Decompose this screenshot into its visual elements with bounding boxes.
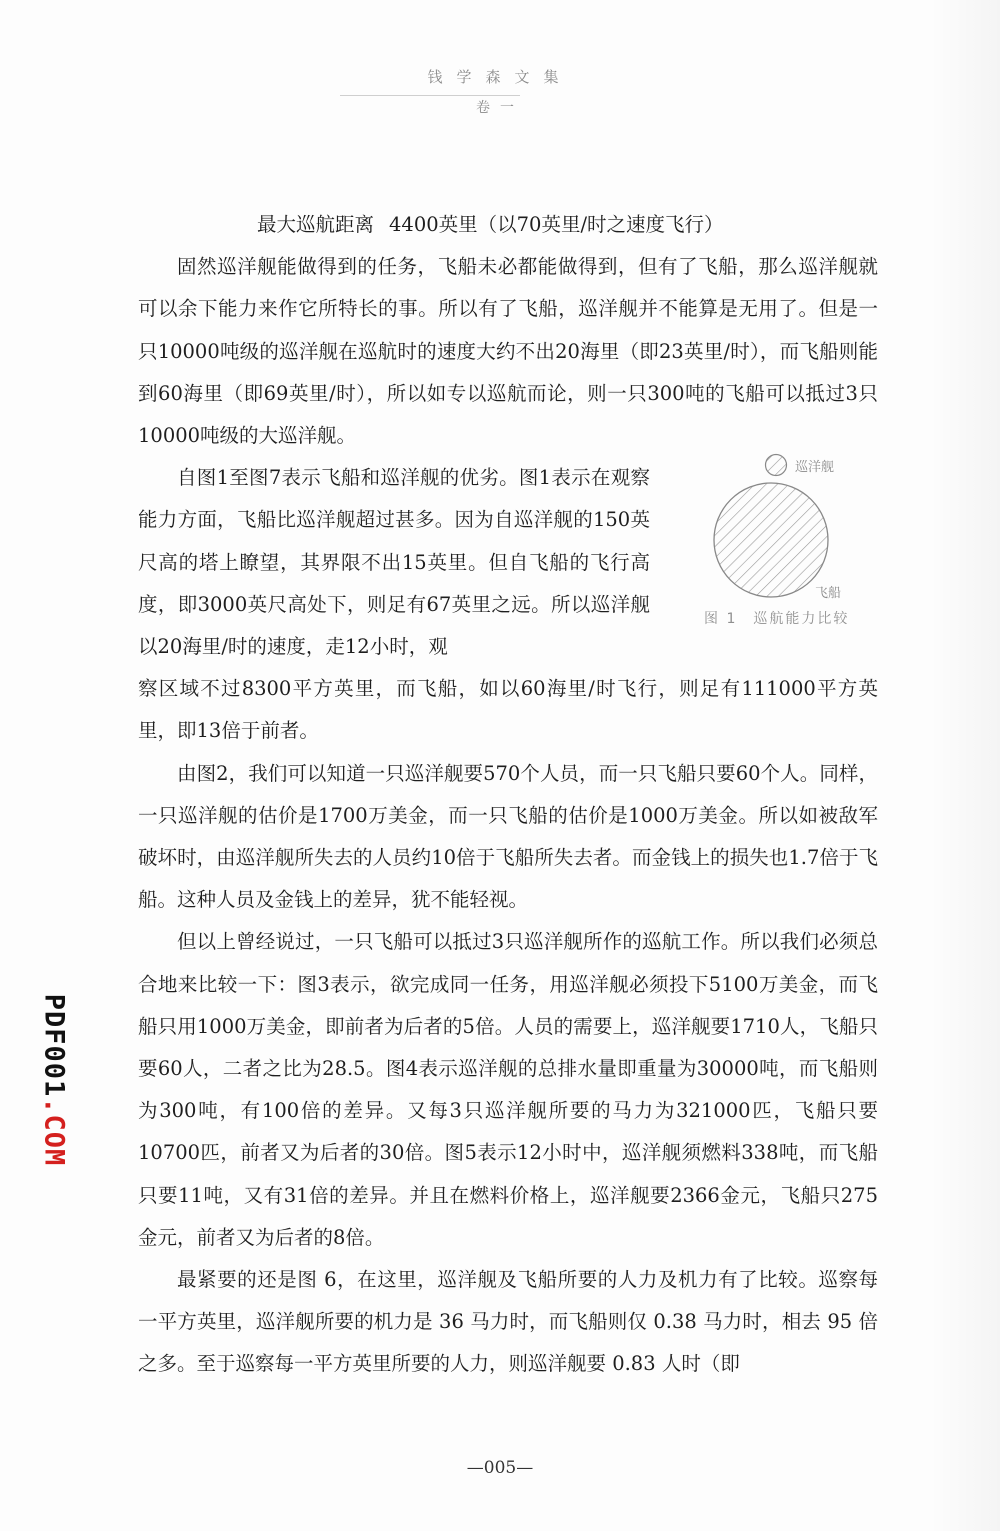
wrapped-text [138,457,650,668]
watermark [34,985,74,1175]
airship-range-circle [714,483,828,597]
paragraph-2-wrapped: 自图1至图7表示飞船和巡洋舰的优劣。图1表示在观察能力方面，飞船比巡洋舰超过甚多。因为自巡洋舰的150英尺高的塔上瞭望，其界限不出15英里。但自飞船的飞行高度，即3000英尺高处下，则足有67英里之远。所以巡洋舰以20海里/时的速度，走12小时，观 [138,466,650,659]
cruiser-range-circle [766,455,787,476]
watermark-text [39,994,70,1167]
spine-shadow [930,0,1000,1531]
paragraph-3: 由图2，我们可以知道一只巡洋舰要570个人员，而一只飞船只要60个人。同样，一只巡洋舰的估价是1700万美金，而一只飞船的估价是1000万美金。所以如被敌军破坏时，由巡洋舰所失去的人员约10倍于飞船所失去者。而金钱上的损失也1.7倍于飞船。这种人员及金钱上的差异，犹不能轻视。 [138,761,878,912]
airship-label: 飞船 [815,586,842,601]
paragraph-5: 最紧要的还是图 6，在这里，巡洋舰及飞船所要的人力及机力有了比较。巡察每一平方英里，巡洋舰所要的机力是 36 马力时，而飞船则仅 0.38 马力时，相去 95 倍之多。至于巡察每一平方英里所要的人力，则巡洋舰要 0.83 人时（即 [138,1268,878,1376]
body-text [138,204,878,1386]
volume-label: 卷一 [476,100,524,116]
figure-1 [700,448,870,638]
series-title: 钱学森文集 [427,68,573,86]
watermark-part-b: .COM [38,1097,70,1167]
watermark-part-a: PDF001 [38,993,70,1098]
paragraph-4: 但以上曾经说过，一只飞船可以抵过3只巡洋舰所作的巡航工作。所以我们必须总合地来比较一下：图3表示，欲完成同一任务，用巡洋舰必须投下5100万美金，而飞船只用1000万美金，即前者为后者的5倍。人员的需要上，巡洋舰要1710人，飞船只要60人，二者之比为28.5。图4表示巡洋舰的总排水量即重量为30000吨，而飞船则为300吨，有100倍的差异。又每3只巡洋舰所要的马力为321000匹，飞船只要10700匹，前者又为后者的30倍。图5表示12小时中，巡洋舰须燃料338吨，而飞船只要11吨，又有31倍的差异。并且在燃料价格上，巡洋舰要2366金元，飞船只275金元，前者又为后者的8倍。 [138,930,878,1249]
paragraph-2-continued: 察区域不过8300平方英里，而飞船，如以60海里/时飞行，则足有111000平方英里，即13倍于前者。 [138,677,878,743]
figure-1-graphic [700,448,870,608]
spec-label: 最大巡航距离 [257,213,375,236]
page-number: —005— [466,1458,534,1478]
spec-line [138,204,878,246]
cruiser-label: 巡洋舰 [795,460,835,475]
figure-1-caption: 图 1 巡航能力比较 [704,611,850,627]
spec-value: 4400英里（以70英里/时之速度飞行） [389,213,724,236]
running-head [0,66,1000,117]
header-rule [340,95,520,96]
paragraph-1: 固然巡洋舰能做得到的任务，飞船未必都能做得到，但有了飞船，那么巡洋舰就可以余下能力来作它所特长的事。所以有了飞船，巡洋舰并不能算是无用了。但是一只10000吨级的巡洋舰在巡航时的速度大约不出20海里（即23英里/时），而飞船则能到60海里（即69英里/时），所以如专以巡航而论，则一只300吨的飞船可以抵过3只10000吨级的大巡洋舰。 [138,255,878,448]
